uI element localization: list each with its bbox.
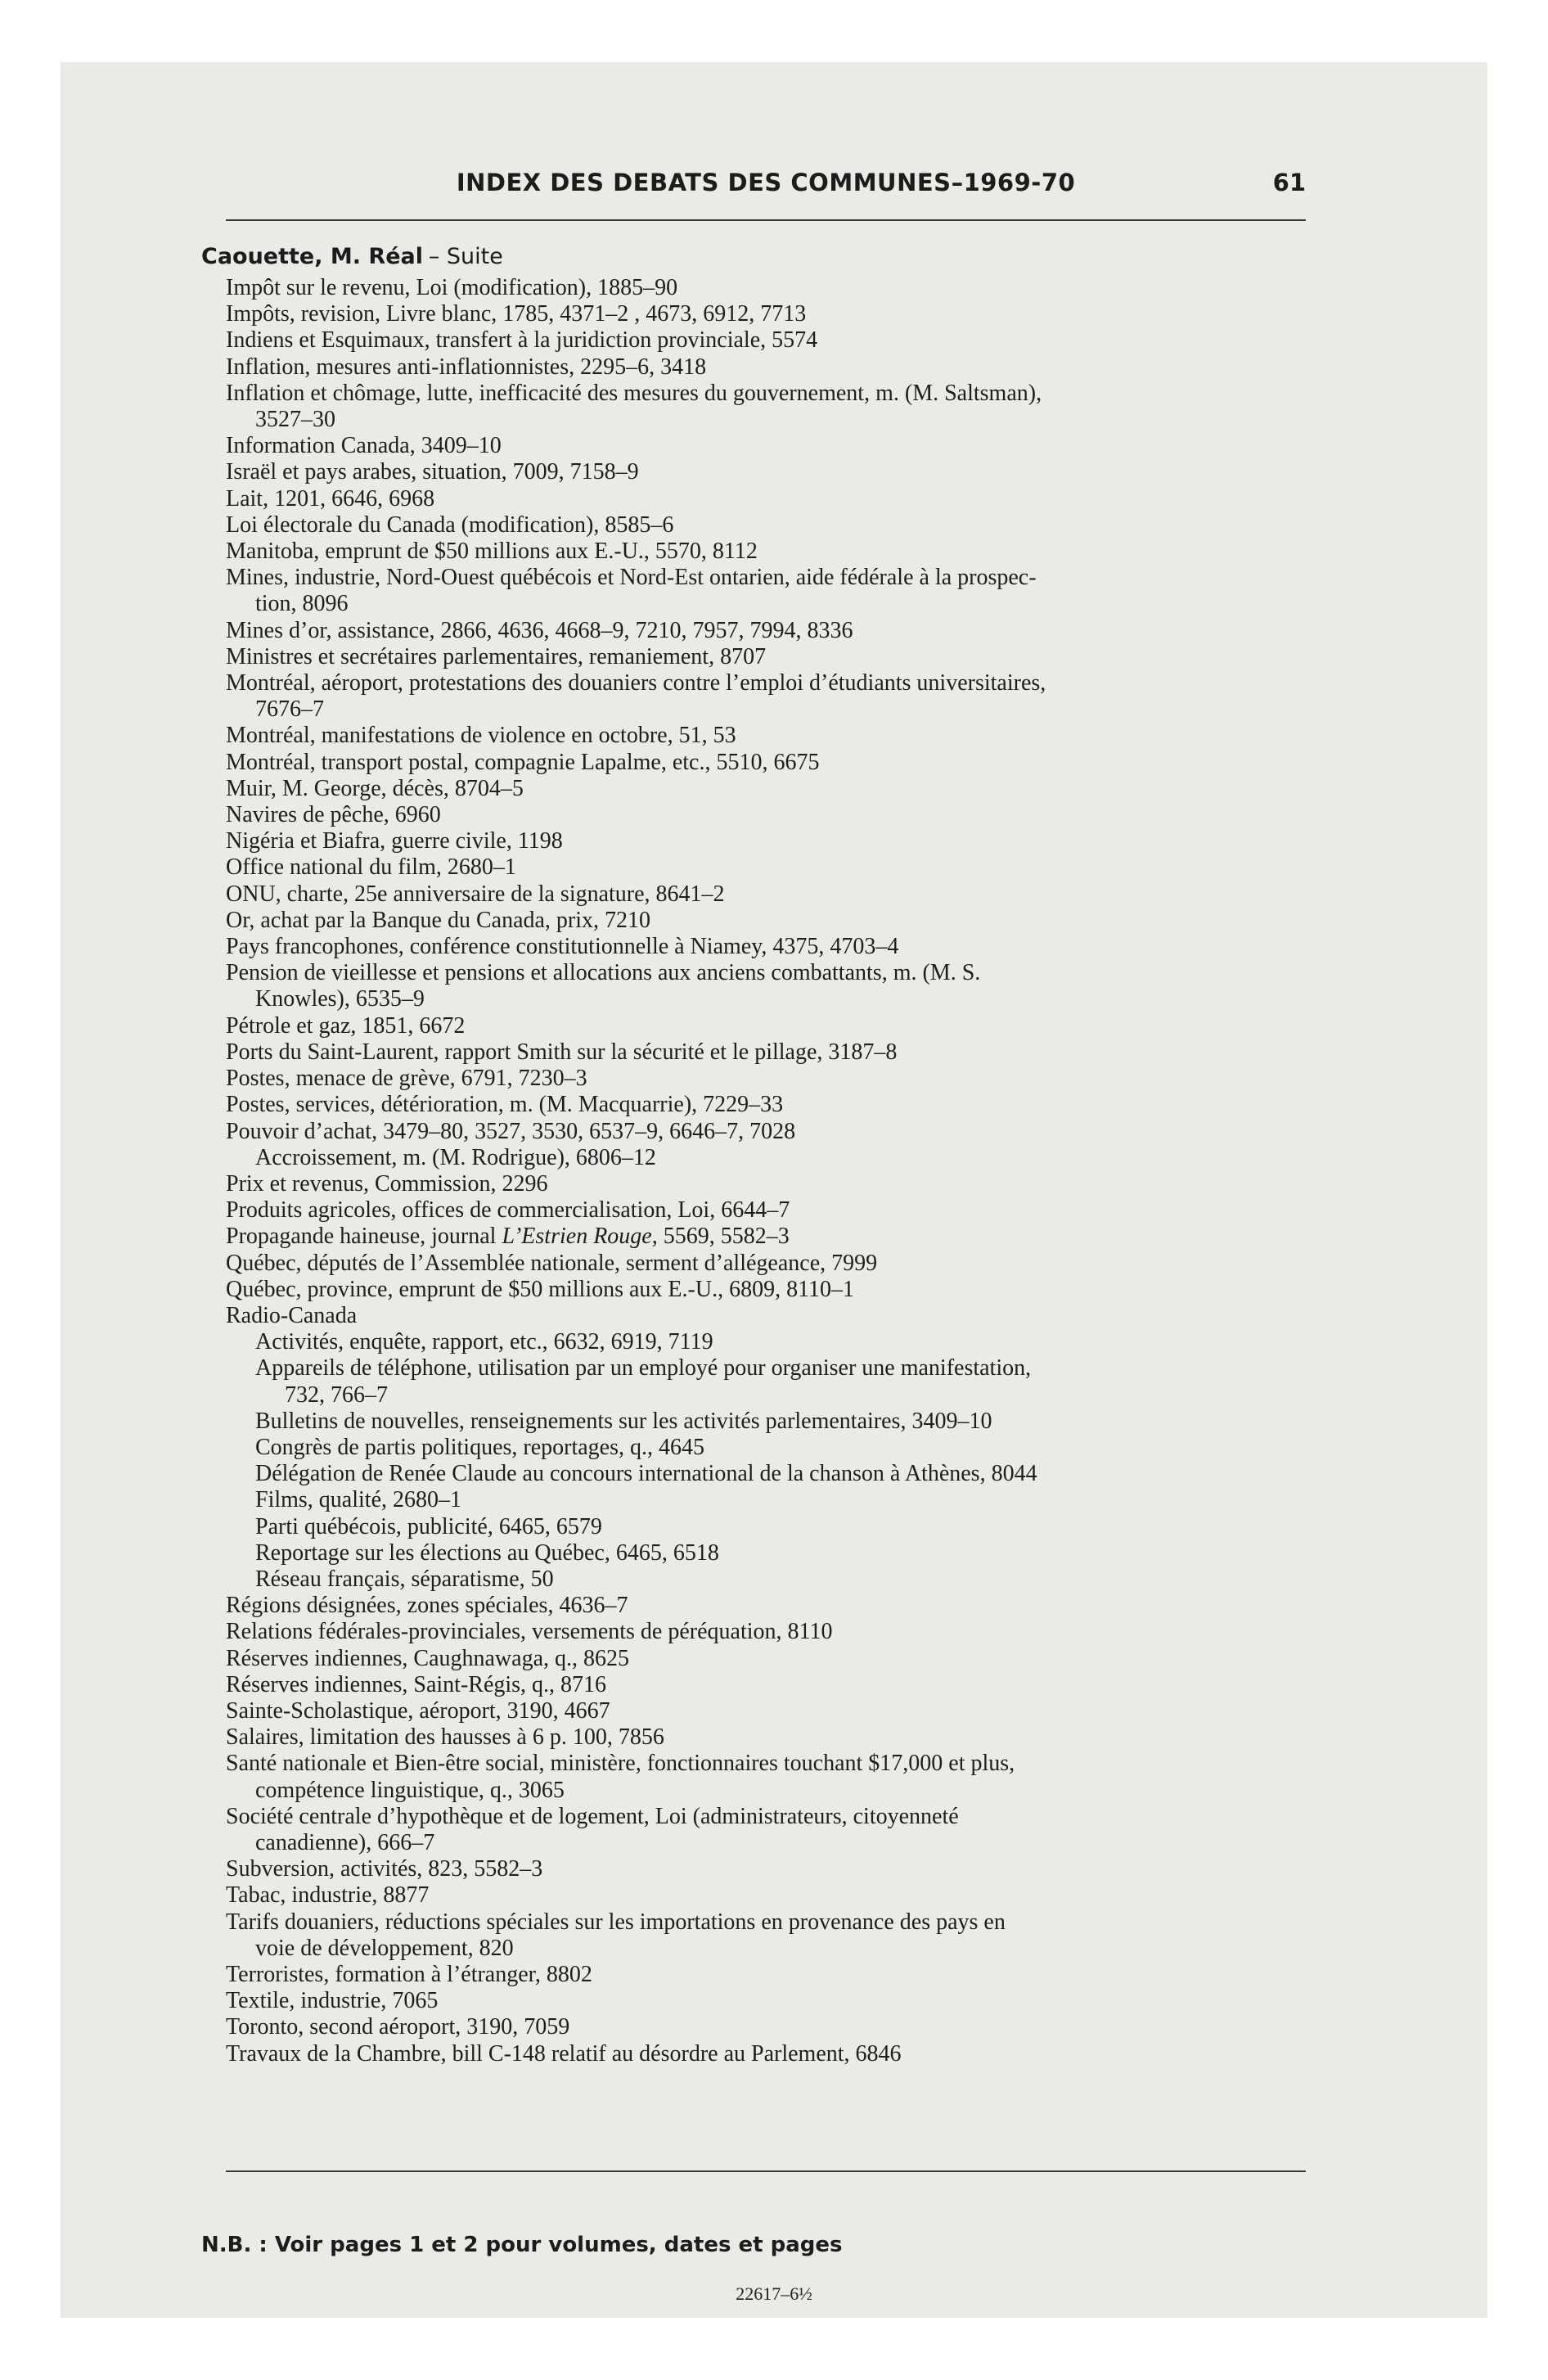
index-entry <box>226 1092 1306 1118</box>
index-entry <box>226 1171 1306 1197</box>
index-entry <box>226 670 1306 723</box>
entry-text: Pouvoir d’achat, 3479–80, 3527, 3530, 6537–9, 6646–7, 7028 <box>226 1118 796 1144</box>
index-entry <box>226 1646 1306 1672</box>
entry-text: Office national du film, 2680–1 <box>226 854 516 881</box>
index-entry <box>226 1066 1306 1092</box>
index-entry <box>226 828 1306 854</box>
entry-text: Mines d’or, assistance, 2866, 4636, 4668–9, 7210, 7957, 7994, 8336 <box>226 617 853 643</box>
index-entry <box>226 1593 1306 1619</box>
entry-italic-title: L’Estrien Rouge <box>502 1224 652 1250</box>
index-entry <box>226 1277 1306 1303</box>
index-subentry <box>226 1355 1306 1408</box>
index-entry <box>226 539 1306 565</box>
index-entry <box>226 301 1306 327</box>
entry-text: Relations fédérales-provinciales, versements de péréquation, 8110 <box>226 1619 833 1645</box>
index-entry <box>226 1804 1306 1856</box>
entry-text: Réserves indiennes, Caughnawaga, q., 8625 <box>226 1645 629 1671</box>
entry-text: Pétrole et gaz, 1851, 6672 <box>226 1012 466 1039</box>
entry-continuation: 3527–30 <box>255 407 335 433</box>
index-entry <box>226 750 1306 776</box>
entry-text: Information Canada, 3409–10 <box>226 433 502 459</box>
index-entries <box>226 275 1306 2067</box>
entry-text-after: , 5569, 5582–3 <box>651 1224 790 1250</box>
index-entry <box>226 881 1306 908</box>
index-entry <box>226 327 1306 354</box>
entry-text: Montréal, manifestations de violence en octobre, 51, 53 <box>226 723 736 749</box>
index-entry <box>226 1751 1306 1803</box>
index-subentry <box>226 1329 1306 1355</box>
footnote: N.B. : Voir pages 1 et 2 pour volumes, dates et pages <box>201 2233 843 2257</box>
entry-text: Régions désignées, zones spéciales, 4636–7 <box>226 1593 628 1619</box>
entry-text: Inflation et chômage, lutte, inefficacité des mesures du gouvernement, m. (M. Saltsman), <box>226 380 1042 406</box>
index-subentry <box>226 1514 1306 1540</box>
entry-text: Israël et pays arabes, situation, 7009, 7158–9 <box>226 459 639 485</box>
entry-text: Délégation de Renée Claude au concours international de la chanson à Athènes, 8044 <box>255 1461 1037 1487</box>
entry-text: Parti québécois, publicité, 6465, 6579 <box>255 1513 602 1539</box>
entry-continuation: 732, 766–7 <box>285 1382 388 1408</box>
entry-text: Loi électorale du Canada (modification), 8585–6 <box>226 512 674 538</box>
entry-text: Navires de pêche, 6960 <box>226 802 441 828</box>
entry-continuation: Knowles), 6535–9 <box>255 986 425 1012</box>
index-entry <box>226 1724 1306 1751</box>
index-subentry <box>226 1540 1306 1566</box>
index-entry <box>226 1882 1306 1909</box>
entry-text: Films, qualité, 2680–1 <box>255 1487 461 1513</box>
entry-text: Nigéria et Biafra, guerre civile, 1198 <box>226 828 563 854</box>
entry-continuation: tion, 8096 <box>255 591 349 617</box>
entry-continuation: voie de développement, 820 <box>255 1935 514 1961</box>
index-entry <box>226 1988 1306 2014</box>
entry-text: Bulletins de nouvelles, renseignements sur les activités parlementaires, 3409–10 <box>255 1408 992 1434</box>
entry-text: Salaires, limitation des hausses à 6 p. 100, 7856 <box>226 1724 664 1751</box>
index-subentry <box>226 1145 1306 1171</box>
entry-text: Prix et revenus, Commission, 2296 <box>226 1170 548 1197</box>
entry-text: Tarifs douaniers, réductions spéciales sur les importations en provenance des pays en <box>226 1909 1006 1935</box>
entry-text: Ministres et secrétaires parlementaires, remaniement, 8707 <box>226 643 767 669</box>
entry-text: Appareils de téléphone, utilisation par un employé pour organiser une manifestation, <box>255 1355 1032 1382</box>
index-entry <box>226 1197 1306 1224</box>
index-entry <box>226 644 1306 670</box>
index-entry <box>226 1672 1306 1698</box>
entry-text: Toronto, second aéroport, 3190, 7059 <box>226 2014 570 2040</box>
sheet-code: 22617–6½ <box>736 2283 812 2304</box>
index-entry <box>226 934 1306 960</box>
section-heading <box>201 244 503 269</box>
entry-text: Propagande haineuse, journal <box>226 1224 502 1250</box>
index-entry <box>226 802 1306 828</box>
header-rule <box>226 219 1306 221</box>
entry-text: ONU, charte, 25e anniversaire de la signature, 8641–2 <box>226 881 725 907</box>
entry-text: Accroissement, m. (M. Rodrigue), 6806–12 <box>255 1144 656 1170</box>
index-entry <box>226 776 1306 802</box>
entry-text: Lait, 1201, 6646, 6968 <box>226 485 435 512</box>
entry-text: Pension de vieillesse et pensions et allocations aux anciens combattants, m. (M. S. <box>226 960 981 986</box>
index-entry <box>226 618 1306 644</box>
entry-text: Inflation, mesures anti-inflationnistes, 2295–6, 3418 <box>226 354 707 380</box>
index-entry <box>226 908 1306 934</box>
entry-text: Activités, enquête, rapport, etc., 6632, 6919, 7119 <box>255 1329 713 1355</box>
entry-text: Montréal, transport postal, compagnie Lapalme, etc., 5510, 6675 <box>226 749 820 775</box>
entry-text: Tabac, industrie, 8877 <box>226 1882 430 1909</box>
index-entry <box>226 1962 1306 1988</box>
index-subentry <box>226 1435 1306 1461</box>
index-entry <box>226 565 1306 617</box>
index-entry <box>226 354 1306 381</box>
index-entry <box>226 1039 1306 1066</box>
index-entry <box>226 433 1306 459</box>
index-subentry <box>226 1487 1306 1513</box>
page-number: 61 <box>1272 169 1306 196</box>
entry-text: Radio-Canada <box>226 1302 358 1328</box>
index-entry <box>226 1013 1306 1039</box>
entry-continuation: canadienne), 666–7 <box>255 1829 435 1855</box>
entry-text: Réserves indiennes, Saint-Régis, q., 8716 <box>226 1671 607 1697</box>
index-entry <box>226 459 1306 485</box>
entry-continuation: 7676–7 <box>255 696 324 723</box>
entry-text: Textile, industrie, 7065 <box>226 1988 439 2014</box>
entry-text: Subversion, activités, 823, 5582–3 <box>226 1856 543 1882</box>
index-entry <box>226 275 1306 301</box>
index-entry <box>226 1251 1306 1277</box>
index-entry <box>226 1619 1306 1645</box>
footer-rule <box>226 2170 1306 2172</box>
entry-text: Congrès de partis politiques, reportages, q., 4645 <box>255 1434 705 1460</box>
index-subentry <box>226 1461 1306 1487</box>
index-entry <box>226 854 1306 881</box>
index-entry <box>226 381 1306 433</box>
index-entry <box>226 960 1306 1012</box>
entry-text: Ports du Saint-Laurent, rapport Smith sur la sécurité et le pillage, 3187–8 <box>226 1039 898 1065</box>
entry-text: Indiens et Esquimaux, transfert à la juridiction provinciale, 5574 <box>226 327 818 354</box>
index-entry <box>226 2041 1306 2067</box>
index-subentry <box>226 1409 1306 1435</box>
entry-text: Impôt sur le revenu, Loi (modification), 1885–90 <box>226 275 678 300</box>
section-continuation: – Suite <box>428 244 503 269</box>
section-name: Caouette, M. Réal <box>201 244 424 269</box>
entry-text: Or, achat par la Banque du Canada, prix, 7210 <box>226 907 651 933</box>
entry-text: Sainte-Scholastique, aéroport, 3190, 4667 <box>226 1697 610 1724</box>
entry-text: Muir, M. George, décès, 8704–5 <box>226 775 524 801</box>
index-entry <box>226 512 1306 539</box>
entry-text: Mines, industrie, Nord-Ouest québécois et Nord-Est ontarien, aide fédérale à la prospec- <box>226 565 1037 591</box>
index-entry <box>226 486 1306 512</box>
entry-text: Réseau français, séparatisme, 50 <box>255 1566 554 1592</box>
header-title: INDEX DES DEBATS DES COMMUNES–1969-70 <box>456 169 1076 196</box>
entry-text: Manitoba, emprunt de $50 millions aux E.-U., 5570, 8112 <box>226 539 758 565</box>
entry-text: Reportage sur les élections au Québec, 6465, 6518 <box>255 1539 719 1566</box>
entry-text: Montréal, aéroport, protestations des douaniers contre l’emploi d’étudiants universitaires, <box>226 670 1046 696</box>
entry-text: Santé nationale et Bien-être social, ministère, fonctionnaires touchant $17,000 et plus, <box>226 1751 1015 1777</box>
entry-text: Travaux de la Chambre, bill C-148 relatif au désordre au Parlement, 6846 <box>226 2040 902 2067</box>
entry-text: Pays francophones, conférence constitutionnelle à Niamey, 4375, 4703–4 <box>226 934 899 960</box>
page-header <box>226 164 1306 206</box>
index-entry <box>226 1856 1306 1882</box>
entry-continuation: compétence linguistique, q., 3065 <box>255 1777 565 1803</box>
entry-text: Société centrale d’hypothèque et de logement, Loi (administrateurs, citoyenneté <box>226 1803 959 1829</box>
index-entry <box>226 1303 1306 1329</box>
entry-text: Québec, province, emprunt de $50 millions aux E.-U., 6809, 8110–1 <box>226 1276 855 1302</box>
entry-text: Postes, services, détérioration, m. (M. Macquarrie), 7229–33 <box>226 1092 784 1118</box>
entry-text: Produits agricoles, offices de commercialisation, Loi, 6644–7 <box>226 1197 790 1224</box>
index-entry <box>226 1119 1306 1145</box>
entry-text: Impôts, revision, Livre blanc, 1785, 4371–2 , 4673, 6912, 7713 <box>226 301 807 327</box>
index-entry <box>226 2014 1306 2040</box>
entry-text: Terroristes, formation à l’étranger, 8802 <box>226 1962 592 1987</box>
index-entry <box>226 723 1306 749</box>
entry-text: Québec, députés de l’Assemblée nationale, serment d’allégeance, 7999 <box>226 1250 878 1276</box>
index-subentry <box>226 1566 1306 1593</box>
index-entry <box>226 1224 1306 1250</box>
index-entry <box>226 1909 1306 1962</box>
index-entry <box>226 1698 1306 1724</box>
entry-text: Postes, menace de grève, 6791, 7230–3 <box>226 1066 587 1092</box>
